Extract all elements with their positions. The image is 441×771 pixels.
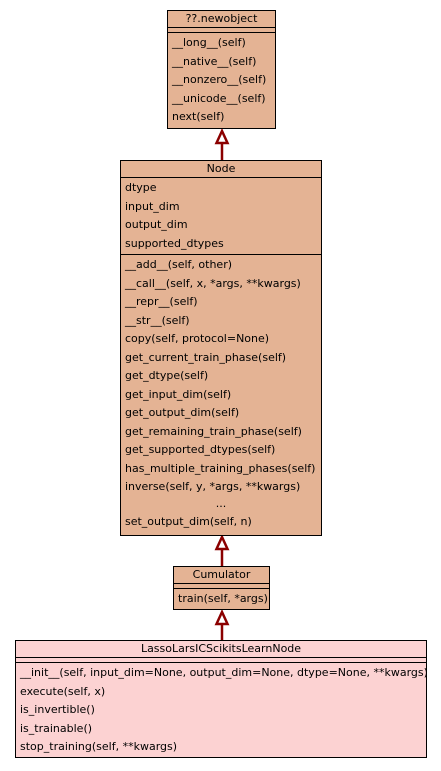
- method: is_trainable(): [20, 721, 93, 735]
- method: set_output_dim(self, n): [125, 514, 252, 528]
- attribute: input_dim: [125, 199, 180, 213]
- method: __str__(self): [125, 313, 190, 327]
- methods-list: [16, 663, 426, 758]
- method: execute(self, x): [20, 684, 106, 698]
- method: __repr__(self): [125, 295, 198, 308]
- method-ellipsis: ...: [215, 496, 227, 510]
- class-name: LassoLarsICScikitsLearnNode: [140, 642, 302, 655]
- method: __call__(self, x, *args, **kwargs): [125, 276, 301, 290]
- attribute: output_dim: [125, 218, 188, 231]
- inheritance-arrow-lassolars-to-cumulator: [217, 612, 228, 640]
- inheritance-arrow-cumulator-to-node: [217, 537, 228, 566]
- class-box-cumulator[interactable]: [173, 566, 270, 610]
- methods-list: [168, 33, 275, 128]
- class-name: ??.newobject: [185, 12, 258, 25]
- method: train(self, *args): [178, 592, 268, 605]
- method: __add__(self, other): [125, 258, 233, 271]
- method: __native__(self): [172, 54, 257, 68]
- method: __long__(self): [172, 36, 246, 49]
- method: next(self): [172, 110, 225, 123]
- class-name: Node: [206, 162, 236, 175]
- method: stop_training(self, **kwargs): [20, 740, 178, 753]
- attributes-list: [121, 178, 321, 254]
- inheritance-arrow-node-to-newobject: [217, 131, 228, 160]
- method: copy(self, protocol=None): [125, 332, 270, 345]
- method: get_dtype(self): [125, 369, 209, 382]
- methods-list: [121, 255, 321, 532]
- method: inverse(self, y, *args, **kwargs): [125, 480, 301, 493]
- method: __nonzero__(self): [172, 73, 267, 86]
- class-box-newobject[interactable]: [167, 10, 276, 129]
- method: get_current_train_phase(self): [125, 350, 287, 364]
- class-name: Cumulator: [192, 568, 251, 581]
- method: has_multiple_training_phases(self): [125, 461, 316, 475]
- methods-list: [174, 589, 269, 610]
- method: get_output_dim(self): [125, 406, 240, 419]
- method: is_invertible(): [20, 703, 95, 716]
- method: get_remaining_train_phase(self): [125, 424, 302, 438]
- attribute: supported_dtypes: [125, 236, 224, 250]
- method: get_supported_dtypes(self): [125, 443, 276, 456]
- class-box-lassolars[interactable]: [15, 640, 427, 758]
- attribute: dtype: [125, 181, 157, 194]
- method: __unicode__(self): [172, 91, 266, 105]
- class-box-node[interactable]: [120, 160, 322, 536]
- method: get_input_dim(self): [125, 387, 232, 401]
- method: __init__(self, input_dim=None, output_dim=None, dtype=None, **kwargs): [20, 666, 428, 679]
